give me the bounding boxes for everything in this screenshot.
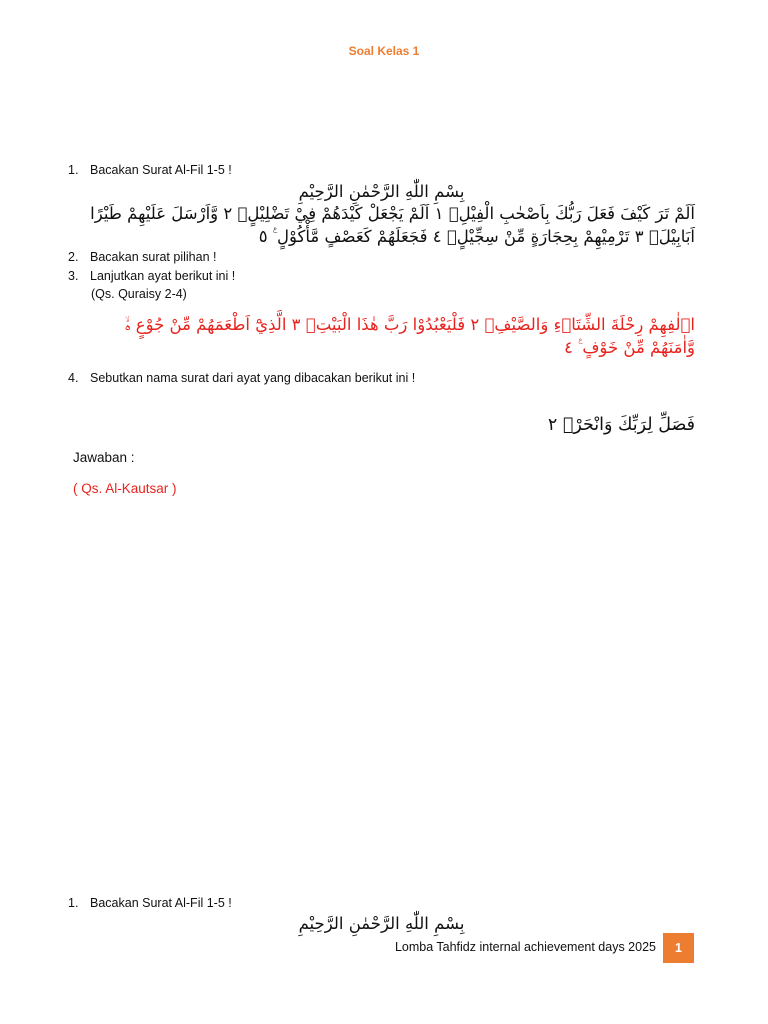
question-2-number: 2. [68, 250, 79, 264]
surah-al-fil-text: اَلَمْ تَرَ كَيْفَ فَعَلَ رَبُّكَ بِاَصْحٰبِ الْفِيْلِۗ ١ اَلَمْ يَجْعَلْ كَيْدَهُمْ فِيْ تَضْلِيْلٍۙ ٢ وَّاَرْسَلَ عَلَيْهِمْ طَيْرًا اَبَابِيْلَۙ ٣ تَرْمِيْهِمْ بِحِجَارَةٍ مِّنْ سِجِّيْلٍۙ ٤ فَجَعَلَهُمْ كَعَصْفٍ مَّأْكُوْلٍ ࣖ ٥ [90, 204, 695, 246]
question-4-text: Sebutkan nama surat dari ayat yang dibacakan berikut ini ! [90, 371, 416, 385]
footer-text: Lomba Tahfidz internal achievement days 2025 [394, 940, 656, 954]
question-3 [68, 268, 235, 284]
next-page-question-1-text: Bacakan Surat Al-Fil 1-5 ! [90, 896, 232, 910]
question-1 [68, 162, 232, 178]
page-number-badge: 1 [663, 933, 694, 963]
question-4-number: 4. [68, 371, 79, 385]
basmalah: بِسْمِ اللّٰهِ الرَّحْمٰنِ الرَّحِيْمِ [298, 182, 465, 201]
surah-quraisy-text: اٖلٰفِهِمْ رِحْلَةَ الشِّتَاۤءِ وَالصَّيْفِۚ ٢ فَلْيَعْبُدُوْا رَبَّ هٰذَا الْبَيْتِۙ ٣ الَّذِيْٓ اَطْعَمَهُمْ مِّنْ جُوْعٍ ەۙ وَّاٰمَنَهُمْ مِّنْ خَوْفٍ ࣖ ٤ [124, 315, 695, 357]
answer-value: ( Qs. Al-Kautsar ) [73, 481, 177, 496]
question-3-number: 3. [68, 269, 79, 283]
question-3-reference: (Qs. Quraisy 2-4) [91, 287, 187, 301]
question-2-text: Bacakan surat pilihan ! [90, 250, 217, 264]
next-page-question-1 [68, 895, 232, 911]
page-header-title: Soal Kelas 1 [348, 44, 420, 58]
question-2 [68, 249, 216, 265]
question-4 [68, 370, 415, 386]
question-1-text: Bacakan Surat Al-Fil 1-5 ! [90, 163, 232, 177]
next-page-question-1-number: 1. [68, 896, 79, 910]
answer-label: Jawaban : [73, 450, 135, 465]
surah-kautsar-verse: فَصَلِّ لِرَبِّكَ وَانْحَرْۗ ٢ [547, 415, 695, 435]
question-1-number: 1. [68, 163, 79, 177]
next-page-basmalah: بِسْمِ اللّٰهِ الرَّحْمٰنِ الرَّحِيْمِ [298, 914, 465, 933]
question-3-text: Lanjutkan ayat berikut ini ! [90, 269, 236, 283]
